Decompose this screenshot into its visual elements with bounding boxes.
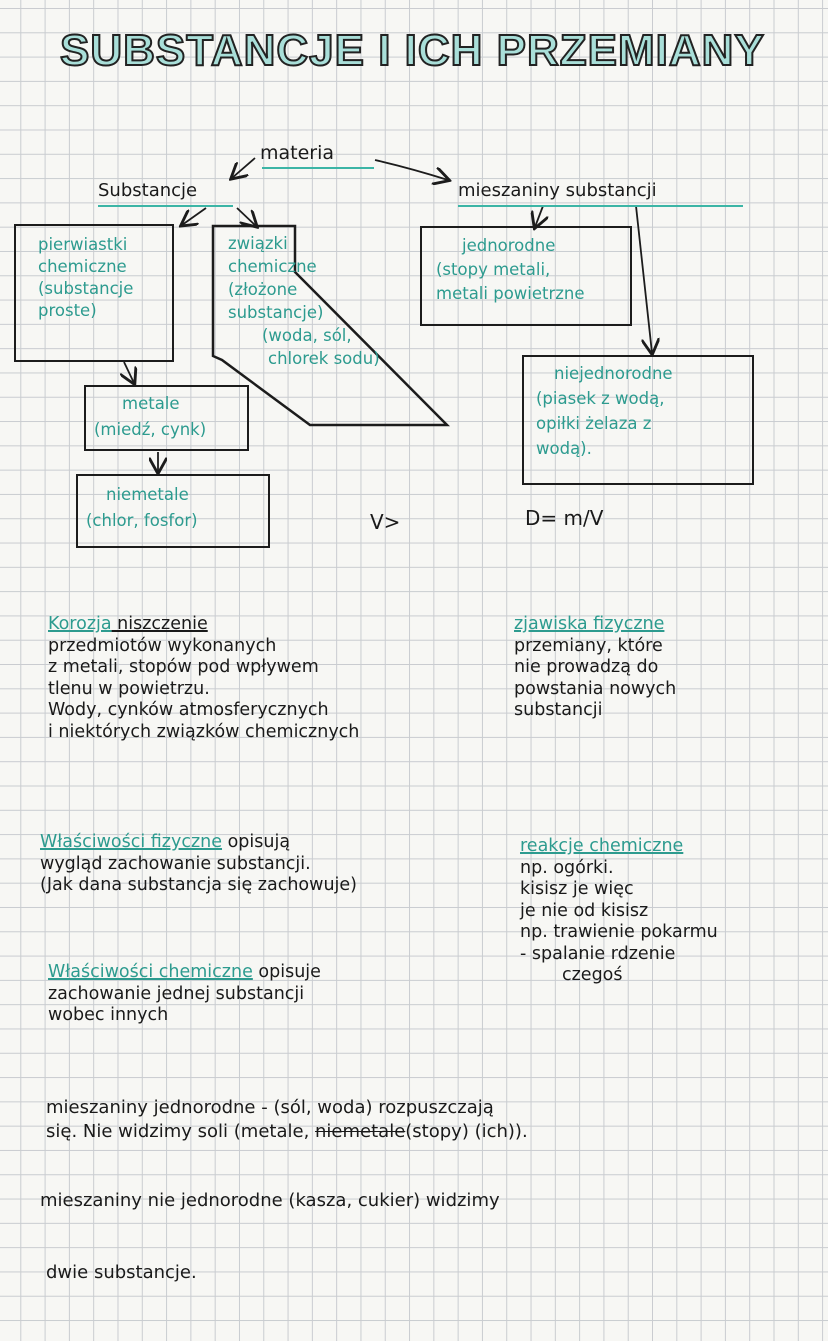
chemical-reactions-line: np. ogórki. — [520, 857, 614, 878]
chemical-properties-first-rest: opisuje — [252, 962, 321, 982]
compounds-line: (złożone — [228, 280, 298, 299]
physical-properties-note — [40, 832, 357, 897]
compounds-text — [228, 232, 380, 370]
heterogeneous-line: opiłki żelaza z — [536, 414, 652, 433]
chemical-reactions-line: - spalanie rdzenie — [520, 943, 676, 964]
bottom-note-two-substances: dwie substancje. — [46, 1262, 197, 1283]
chemical-properties-line: wobec innych — [48, 1005, 169, 1025]
bottom-note-heterogeneous: mieszaniny nie jednorodne (kasza, cukier) widzimy — [40, 1190, 500, 1211]
elements-line: (substancje — [38, 279, 134, 298]
corrosion-line: z metali, stopów pod wpływem — [48, 657, 319, 677]
heterogeneous-line: (piasek z wodą, — [536, 389, 665, 408]
homogeneous-line: (stopy metali, — [436, 260, 551, 279]
corrosion-note — [48, 614, 359, 743]
arrow-pierwiastki-to-metale — [124, 362, 134, 383]
chemical-reactions-head: reakcje chemiczne — [520, 836, 684, 856]
heterogeneous-box — [522, 355, 754, 485]
homogeneous-box — [420, 226, 632, 326]
substancje-label: Substancje — [98, 180, 198, 201]
bottom-struck-word: niemetale — [315, 1121, 406, 1142]
chemical-reactions-note — [520, 836, 718, 987]
heterogeneous-line: wodą). — [536, 439, 592, 458]
corrosion-line: Wody, cynków atmosferycznych — [48, 700, 329, 720]
elements-line: pierwiastki — [38, 235, 128, 254]
mieszaniny-underline — [458, 205, 743, 207]
symbol-v: V> — [370, 510, 401, 534]
arrow-materia-to-mieszaniny — [375, 160, 448, 180]
compounds-line: (woda, sól, — [262, 326, 352, 345]
bottom-note-homogeneous — [46, 1096, 528, 1144]
nonmetals-line: niemetale — [106, 485, 189, 504]
elements-box — [14, 224, 174, 362]
elements-line: proste) — [38, 301, 97, 320]
bottom-line-part: (stopy) (ich)). — [405, 1121, 528, 1142]
physical-phenomena-note — [514, 614, 676, 722]
heterogeneous-line: niejednorodne — [554, 364, 673, 383]
physical-properties-line: (Jak dana substancja się zachowuje) — [40, 875, 357, 895]
nonmetals-line: (chlor, fosfor) — [86, 511, 198, 530]
density-formula: D= m/V — [525, 506, 604, 530]
chemical-reactions-line: kisisz je więc — [520, 879, 634, 899]
arrow-substancje-to-pierwiastki — [182, 208, 206, 225]
corrosion-line: i niektórych związków chemicznych — [48, 721, 360, 742]
root-materia-label: materia — [260, 142, 335, 164]
bottom-line: mieszaniny jednorodne - (sól, woda) rozpuszczają — [46, 1097, 494, 1118]
physical-phenomena-line: substancji — [514, 700, 603, 720]
compounds-line: chemiczne — [228, 257, 317, 276]
substancje-underline — [98, 205, 233, 207]
metals-box — [84, 385, 249, 451]
compounds-line: związki — [228, 234, 288, 253]
corrosion-head: Korozja — [48, 614, 112, 634]
chemical-reactions-line: czegoś — [562, 965, 623, 985]
corrosion-line: przedmiotów wykonanych — [48, 635, 277, 656]
homogeneous-line: jednorodne — [462, 236, 556, 255]
bottom-line-part: się. Nie widzimy soli (metale, — [46, 1121, 316, 1142]
corrosion-first-rest: niszczenie — [111, 614, 208, 634]
arrow-materia-to-substancje — [232, 158, 255, 178]
metals-line: (miedź, cynk) — [94, 420, 207, 439]
physical-phenomena-line: nie prowadzą do — [514, 657, 659, 677]
chemical-reactions-line: np. trawienie pokarmu — [520, 922, 718, 942]
physical-properties-first-rest: opisują — [222, 832, 291, 852]
elements-line: chemiczne — [38, 257, 127, 276]
physical-phenomena-line: przemiany, które — [514, 635, 663, 656]
chemical-properties-note — [48, 962, 321, 1027]
physical-properties-head: Właściwości fizyczne — [40, 832, 223, 852]
physical-phenomena-head: zjawiska fizyczne — [514, 614, 665, 634]
chemical-properties-line: zachowanie jednej substancji — [48, 983, 305, 1004]
metals-line: metale — [122, 394, 180, 413]
chemical-properties-head: Właściwości chemiczne — [48, 962, 253, 982]
nonmetals-box — [76, 474, 270, 548]
corrosion-line: tlenu w powietrzu. — [48, 678, 210, 699]
physical-properties-line: wygląd zachowanie substancji. — [40, 853, 311, 874]
chemical-reactions-line: je nie od kisisz — [520, 900, 649, 921]
mieszaniny-label: mieszaniny substancji — [458, 180, 657, 201]
arrow-substancje-to-zwiazki — [237, 208, 256, 226]
compounds-line: substancje) — [228, 303, 324, 322]
compounds-line: chlorek sodu) — [268, 349, 380, 368]
homogeneous-line: metali powietrzne — [436, 284, 585, 303]
arrow-mieszaniny-to-jednorodne — [535, 206, 543, 227]
materia-underline — [262, 167, 374, 169]
page-title: SUBSTANCJE I ICH PRZEMIANY — [60, 26, 765, 75]
physical-phenomena-line: powstania nowych — [514, 678, 677, 699]
arrow-mieszaniny-to-niejednorodne — [636, 206, 652, 353]
